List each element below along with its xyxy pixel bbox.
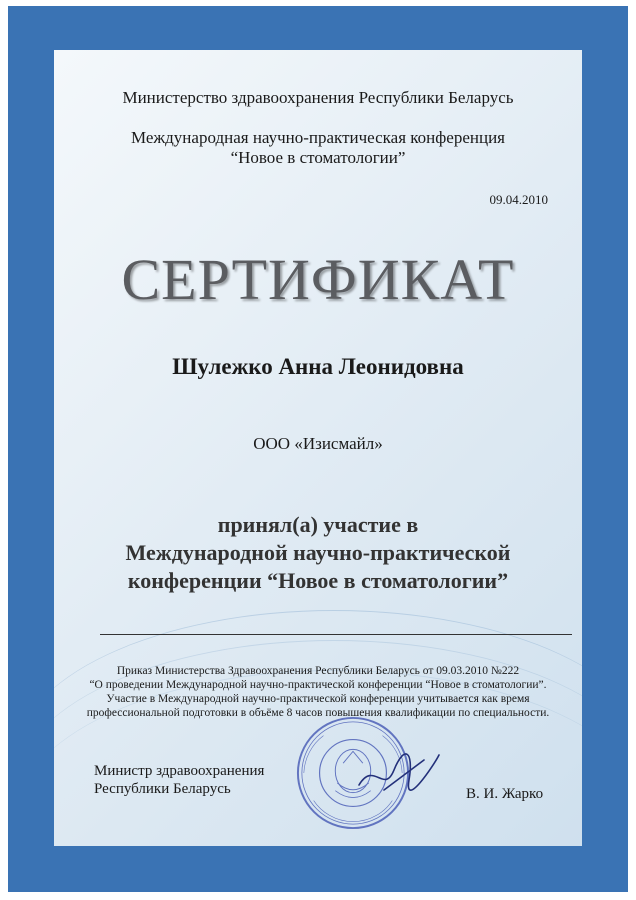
participation-line2: Международной научно-практической [125,540,511,565]
minister-title-line1: Министр здравоохранения [94,763,265,779]
order-line3: Участие в Международной научно-практической конференции учитывается как время [106,693,530,705]
minister-title-line2: Республики Беларусь [94,781,231,797]
handwritten-signature-icon [354,740,444,800]
certificate-sheet [54,50,582,846]
divider-line [100,634,572,635]
certificate-date: 09.04.2010 [489,192,548,207]
order-line4: профессиональной подготовки в объёме 8 часов повышения квалификации по специальности. [86,707,550,719]
participation-line3: конференции “Новое в стоматологии” [127,568,509,593]
conference-name-line1: Международная научно-практическая конференция [130,128,506,147]
recipient-name: Шулежко Анна Леонидовна [172,354,464,379]
participation-line1: принял(а) участие в [217,512,419,537]
recipient-organization: ООО «Изисмайл» [253,434,383,453]
ministry-name: Министерство здравоохранения Республики Беларусь [122,88,514,107]
order-line1: Приказ Министерства Здравоохранения Республики Беларусь от 09.03.2010 №222 [116,665,520,677]
order-line2: “О проведении Международной научно-практической конференции “Новое в стоматологии”. [89,679,547,691]
conference-name-line2: “Новое в стоматологии” [230,148,406,167]
minister-title [94,762,264,798]
certificate-title: СЕРТИФИКАТ [121,247,515,312]
signer-name: В. И. Жарко [466,786,544,802]
